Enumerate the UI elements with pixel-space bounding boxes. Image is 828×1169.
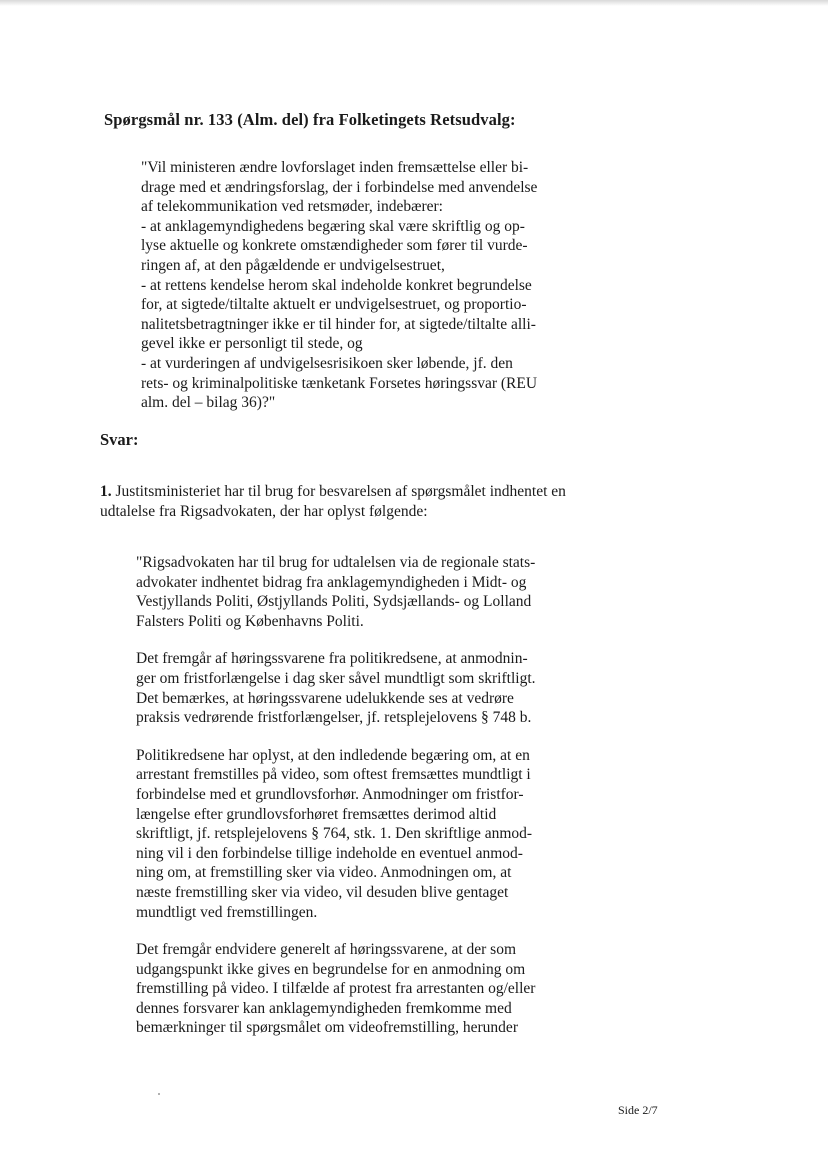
quote-line: næste fremstilling sker via video, vil desuden blive gentaget: [136, 883, 509, 901]
quote-line: bemærkninger til spørgsmålet om videofremstilling, herunder: [136, 1019, 518, 1037]
question-line: ringen af, at den pågældende er undvigelsestruet,: [141, 256, 445, 274]
quote-line: forbindelse med et grundlovsforhør. Anmodninger om fristfor-: [136, 785, 524, 803]
question-line: - at anklagemyndighedens begæring skal være skriftlig og op-: [141, 217, 525, 235]
quote-line: Politikredsene har oplyst, at den indledende begæring om, at en: [136, 746, 530, 764]
question-line: af telekommunikation ved retsmøder, indebærer:: [141, 198, 443, 216]
question-line: - at vurderingen af undvigelsesrisikoen sker løbende, jf. den: [141, 354, 513, 372]
question-line: rets- og kriminalpolitiske tænketank Forsetes høringssvar (REU: [141, 374, 538, 392]
quote-line: skriftligt, jf. retsplejelovens § 764, stk. 1. Den skriftlige anmod-: [136, 825, 533, 843]
question-line: gevel ikke er personligt til stede, og: [141, 335, 363, 353]
quote-line: ning vil i den forbindelse tillige indeholde en eventuel anmod-: [136, 844, 523, 862]
question-line: - at rettens kendelse herom skal indeholde konkret begrundelse: [141, 276, 532, 294]
answer-item-number: 1.: [100, 483, 112, 500]
answer-item-1-text: Justitsministeriet har til brug for besvarelsen af spørgsmålet indhentet en: [111, 483, 566, 500]
quote-paragraph: [136, 553, 560, 631]
quote-line: Falsters Politi og Københavns Politi.: [136, 612, 364, 630]
quote-line: udgangspunkt ikke gives en begrundelse for en anmodning om: [136, 960, 526, 978]
question-line: for, at sigtede/tiltalte aktuelt er undvigelsestruet, og proportio-: [141, 296, 527, 314]
quote-line: dennes forsvarer kan anklagemyndigheden fremkomme med: [136, 999, 512, 1017]
quote-line: Det bemærkes, at høringssvarene udelukkende ses at vedrøre: [136, 689, 514, 707]
question-line: alm. del – bilag 36)?": [141, 394, 276, 412]
answer-label: Svar:: [100, 430, 139, 449]
answer-item-1-line-2: udtalelse fra Rigsadvokaten, der har oplyst følgende:: [100, 502, 428, 520]
quote-line: ning om, at fremstilling sker via video. Anmodningen om, at: [136, 864, 512, 882]
quote-line: Det fremgår af høringssvarene fra politikredsene, at anmodnin-: [136, 650, 528, 668]
quote-line: Vestjyllands Politi, Østjyllands Politi, Sydsjællands- og Lolland: [136, 593, 532, 611]
quote-paragraph: [136, 649, 560, 727]
quote-line: længelse efter grundlovsforhøret fremsættes derimod altid: [136, 805, 497, 823]
page-edge-shade: [0, 0, 828, 6]
quote-line: ger om fristforlængelse i dag sker såvel mundtligt som skriftligt.: [136, 669, 536, 687]
quote-line: Det fremgår endvidere generelt af høringssvarene, at der som: [136, 941, 517, 959]
quote-line: praksis vedrørende fristforlængelser, jf. retsplejelovens § 748 b.: [136, 709, 532, 727]
question-line: "Vil ministeren ændre lovforslaget inden fremsættelse eller bi-: [141, 159, 529, 176]
quote-paragraph: [136, 746, 560, 922]
answer-item-1: [100, 482, 610, 521]
question-line: drage med et ændringsforslag, der i forbindelse med anvendelse: [141, 178, 538, 196]
quote-line: "Rigsadvokaten har til brug for udtalelsen via de regionale stats-: [136, 554, 536, 571]
scan-speck: [158, 1093, 160, 1095]
question-heading: Spørgsmål nr. 133 (Alm. del) fra Folketingets Retsudvalg:: [104, 110, 516, 129]
quote-line: fremstilling på video. I tilfælde af protest fra arrestanten og/eller: [136, 980, 536, 998]
quote-line: advokater indhentet bidrag fra anklagemyndigheden i Midt- og: [136, 573, 527, 591]
quote-paragraph: [136, 940, 560, 1038]
quote-line: mundtligt ved fremstillingen.: [136, 903, 318, 921]
question-text: [141, 158, 566, 413]
quote-line: arrestant fremstilles på video, som oftest fremsættes mundtligt i: [136, 766, 531, 784]
rigsadvokat-quote: [136, 553, 560, 1056]
question-line: nalitetsbetragtninger ikke er til hinder for, at sigtede/tiltalte alli-: [141, 315, 536, 333]
page-number: Side 2/7: [618, 1103, 658, 1117]
question-line: lyse aktuelle og konkrete omstændigheder som fører til vurde-: [141, 237, 528, 255]
answer-item-1-line-1: [100, 482, 610, 502]
